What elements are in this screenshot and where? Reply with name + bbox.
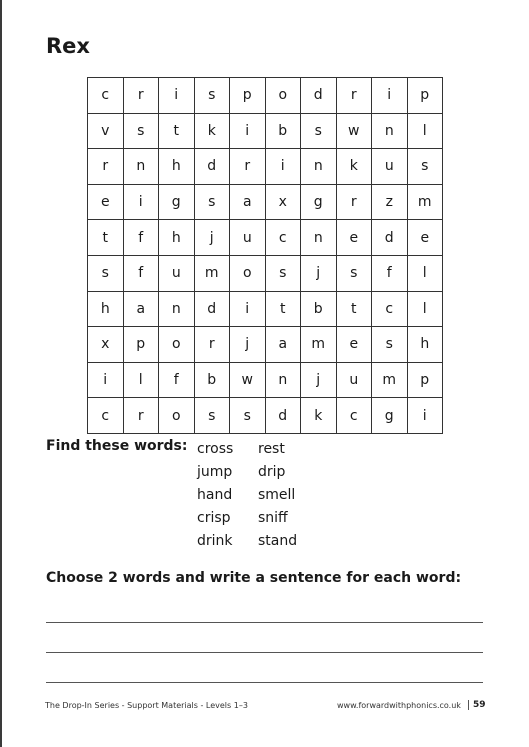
footer-series: The Drop-In Series - Support Materials - Levels 1–3 [45,701,248,710]
grid-cell: i [372,78,408,114]
grid-cell: i [230,291,266,327]
grid-cell: j [301,255,337,291]
grid-cell: c [336,398,372,434]
word-row [197,484,297,507]
grid-cell: s [265,255,301,291]
grid-cell: d [265,398,301,434]
grid-row [88,291,443,327]
grid-cell: p [123,327,159,363]
grid-cell: o [159,398,195,434]
grid-cell: n [159,291,195,327]
word-item: stand [258,533,298,549]
word-item: hand [197,487,233,503]
grid-cell: k [301,398,337,434]
grid-cell: c [88,398,124,434]
grid-cell: s [194,78,230,114]
page-number: 59 [468,700,486,710]
grid-cell: p [230,78,266,114]
grid-cell: t [336,291,372,327]
grid-cell: d [372,220,408,256]
grid-row [88,327,443,363]
word-row [197,530,297,553]
grid-cell: i [407,398,443,434]
word-item: drink [197,533,233,549]
grid-cell: e [336,327,372,363]
word-row [197,507,297,530]
grid-cell: f [123,220,159,256]
grid-cell: b [301,291,337,327]
sentence-instruction: Choose 2 words and write a sentence for each word: [46,570,462,586]
grid-cell: z [372,184,408,220]
grid-cell: r [88,149,124,185]
grid-cell: l [407,113,443,149]
word-item: drip [258,464,286,480]
grid-cell: h [159,220,195,256]
word-row [197,438,297,461]
grid-cell: f [159,362,195,398]
grid-cell: s [407,149,443,185]
grid-cell: d [194,291,230,327]
grid-cell: s [230,398,266,434]
grid-cell: h [407,327,443,363]
grid-cell: d [194,149,230,185]
grid-cell: m [194,255,230,291]
grid-cell: r [123,398,159,434]
grid-cell: c [88,78,124,114]
grid-cell: s [194,398,230,434]
grid-cell: t [88,220,124,256]
grid-cell: x [265,184,301,220]
grid-cell: b [265,113,301,149]
grid-cell: g [159,184,195,220]
writing-line [46,682,483,683]
grid-row [88,78,443,114]
grid-cell: n [372,113,408,149]
grid-cell: m [407,184,443,220]
grid-cell: r [336,78,372,114]
word-item: cross [197,441,234,457]
grid-cell: s [336,255,372,291]
grid-cell: i [265,149,301,185]
word-row [197,461,297,484]
grid-cell: r [123,78,159,114]
grid-cell: k [336,149,372,185]
grid-cell: o [159,327,195,363]
word-list [197,438,297,553]
grid-cell: g [372,398,408,434]
grid-cell: l [407,255,443,291]
writing-line [46,622,483,623]
grid-cell: h [159,149,195,185]
grid-row [88,184,443,220]
grid-cell: r [336,184,372,220]
grid-cell: a [123,291,159,327]
grid-cell: u [336,362,372,398]
grid-cell: l [407,291,443,327]
grid-cell: r [194,327,230,363]
grid-cell: n [123,149,159,185]
grid-cell: o [230,255,266,291]
grid-cell: s [88,255,124,291]
word-item: jump [197,464,233,480]
grid-cell: i [159,78,195,114]
grid-cell: t [159,113,195,149]
grid-cell: f [372,255,408,291]
grid-cell: s [194,184,230,220]
grid-cell: r [230,149,266,185]
grid-row [88,113,443,149]
grid-cell: i [88,362,124,398]
grid-cell: e [336,220,372,256]
grid-cell: n [265,362,301,398]
grid-cell: k [194,113,230,149]
grid-row [88,255,443,291]
word-item: rest [258,441,285,457]
grid-cell: x [88,327,124,363]
grid-cell: c [265,220,301,256]
grid-cell: b [194,362,230,398]
page-edge [0,0,2,747]
grid-row [88,149,443,185]
find-words-label: Find these words: [46,438,188,454]
grid-cell: e [88,184,124,220]
grid-cell: p [407,362,443,398]
grid-cell: n [301,149,337,185]
grid-row [88,220,443,256]
page-title: Rex [46,34,90,58]
grid-cell: a [230,184,266,220]
grid-cell: w [336,113,372,149]
grid-cell: j [194,220,230,256]
grid-cell: g [301,184,337,220]
grid-cell: n [301,220,337,256]
grid-cell: j [301,362,337,398]
grid-row [88,398,443,434]
grid-cell: f [123,255,159,291]
grid-cell: e [407,220,443,256]
footer-url: www.forwardwithphonics.co.uk [337,701,461,710]
grid-cell: u [159,255,195,291]
grid-cell: s [301,113,337,149]
grid-cell: i [230,113,266,149]
grid-cell: v [88,113,124,149]
word-item: sniff [258,510,288,526]
grid-cell: o [265,78,301,114]
grid-cell: c [372,291,408,327]
word-search-grid [87,77,443,434]
grid-cell: m [301,327,337,363]
grid-cell: u [372,149,408,185]
grid-cell: a [265,327,301,363]
writing-line [46,652,483,653]
grid-row [88,362,443,398]
grid-cell: m [372,362,408,398]
grid-cell: u [230,220,266,256]
grid-cell: w [230,362,266,398]
grid-cell: p [407,78,443,114]
grid-cell: j [230,327,266,363]
grid-cell: l [123,362,159,398]
grid-cell: t [265,291,301,327]
grid-cell: h [88,291,124,327]
grid-cell: i [123,184,159,220]
word-item: crisp [197,510,231,526]
grid-cell: s [123,113,159,149]
grid-cell: s [372,327,408,363]
word-item: smell [258,487,296,503]
grid-cell: d [301,78,337,114]
